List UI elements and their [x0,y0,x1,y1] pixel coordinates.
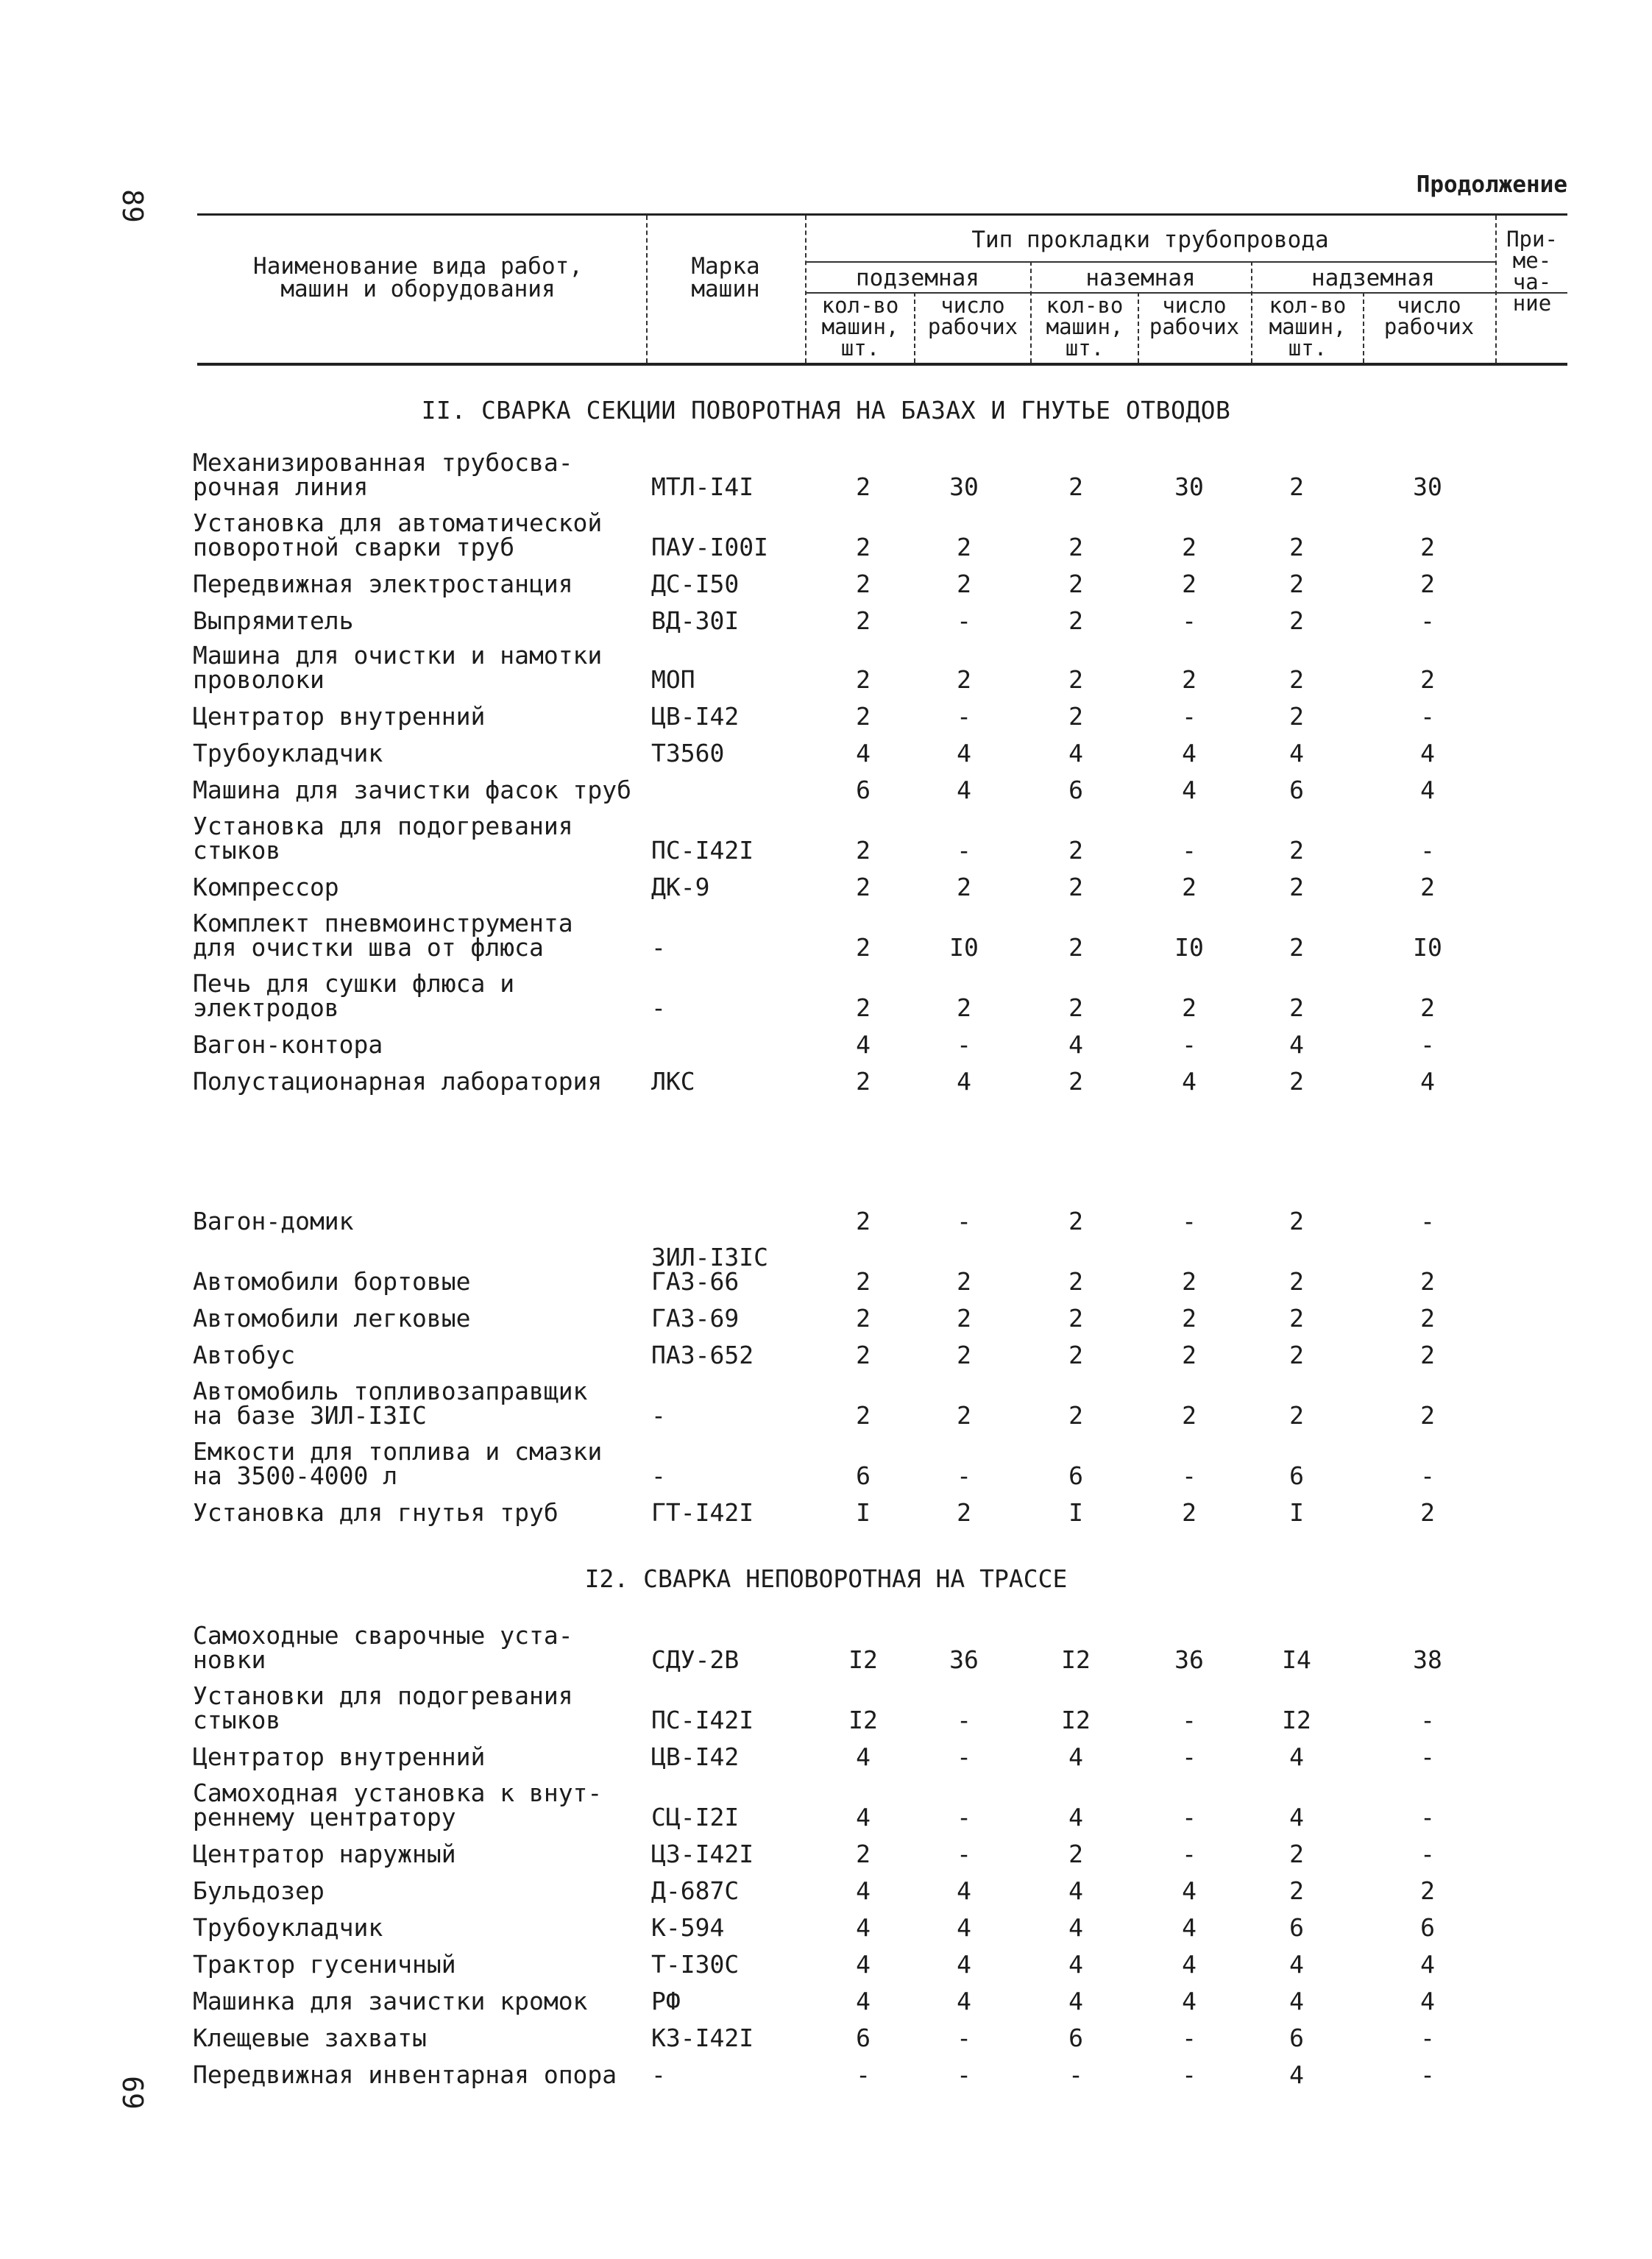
row-value: I0 [1413,933,1442,962]
row-mark: - [651,1401,666,1430]
row-value: 4 [1182,1876,1197,1905]
row-value: 2 [1289,836,1304,865]
row-value: - [1420,1207,1435,1235]
row-value: 4 [957,1950,971,1979]
row-value: 2 [1289,472,1304,501]
row-name: Самоходная установка к внут- реннему центратору [193,1779,603,1831]
row-name: Трактор гусеничный [193,1950,456,1979]
row-mark: ДК-9 [651,873,710,901]
header-sub-workers: число рабочих [1149,293,1240,339]
row-name: Автобус [193,1341,296,1369]
header-group-title: Тип прокладки трубопровода [971,227,1329,253]
row-name: Полустационарная лаборатория [193,1067,603,1096]
row-name: Трубоукладчик [193,1913,383,1942]
row-name: Автомобили легковые [193,1304,471,1333]
row-value: 6 [1289,2024,1304,2052]
row-value: 2 [1289,1267,1304,1296]
row-name: Центратор наружный [193,1840,456,1868]
row-value: 2 [1289,1207,1304,1235]
row-name: Печь для сушки флюса и электродов [193,969,515,1022]
row-value: - [1420,2024,1435,2052]
row-name: Вагон-домик [193,1207,354,1235]
row-name: Автомобили бортовые [193,1267,471,1296]
row-value: 4 [856,1987,871,2015]
row-value: - [1420,1461,1435,1490]
row-value: 2 [856,1267,871,1296]
row-value: - [957,1742,971,1771]
row-mark: ЛКС [651,1067,695,1096]
row-value: 4 [1068,1913,1083,1942]
row-value: 6 [1289,776,1304,804]
row-value: 4 [856,1913,871,1942]
row-name: Комплект пневмоинструмента для очистки шва от флюса [193,909,573,962]
row-value: 4 [957,739,971,767]
row-value: 2 [1420,533,1435,561]
row-value: - [1182,2060,1197,2089]
header-col-note: При- ме- ча- ние [1506,227,1558,316]
row-value: 2 [1068,702,1083,731]
row-value: 2 [856,836,871,865]
row-value: 4 [957,776,971,804]
row-mark: Д-687С [651,1876,740,1905]
row-mark: ЦВ-I42 [651,1742,740,1771]
table-row [0,1480,1652,1525]
table-row [0,758,1652,802]
row-mark: ДС-I50 [651,570,740,598]
row-value: 2 [1289,570,1304,598]
row-name: Центратор внутренний [193,702,486,731]
row-value: - [1182,1461,1197,1490]
row-value: - [1182,836,1197,865]
table-row [0,1621,1652,1674]
row-value: I2 [1061,1706,1091,1734]
row-value: - [1182,1803,1197,1831]
row-value: 2 [1289,665,1304,694]
row-value: 4 [856,739,871,767]
row-value: - [957,2024,971,2052]
row-value: 4 [1182,1913,1197,1942]
row-value: 30 [949,472,979,501]
row-value: 2 [957,873,971,901]
row-mark: - [651,933,666,962]
row-value: 4 [856,1030,871,1059]
row-value: - [1182,1207,1197,1235]
row-value: - [1182,606,1197,635]
row-value: - [1420,1706,1435,1734]
row-name: Емкости для топлива и смазки на 3500-4000 л [193,1437,603,1490]
row-value: 30 [1174,472,1204,501]
row-value: 2 [1068,836,1083,865]
row-value: 6 [1068,1461,1083,1490]
row-value: 4 [1068,1987,1083,2015]
row-value: - [957,1207,971,1235]
header-type-underground: подземная [856,265,979,291]
row-value: 2 [957,1341,971,1369]
table-row [0,589,1652,633]
table-row [0,2043,1652,2087]
row-value: 2 [856,606,871,635]
row-value: 2 [1289,873,1304,901]
row-mark: ПАУ-I00I [651,533,768,561]
row-value: 2 [856,702,871,731]
row-name: Машина для зачистки фасок труб [193,776,632,804]
row-value: - [1420,836,1435,865]
row-value: 4 [1289,1987,1304,2015]
row-value: 2 [1068,1840,1083,1868]
row-value: 4 [1289,739,1304,767]
row-name: Компрессор [193,873,339,901]
row-value: 30 [1413,472,1442,501]
header-sub-workers: число рабочих [1383,293,1475,339]
row-mark: ЦВ-I42 [651,702,740,731]
row-value: 2 [1182,533,1197,561]
row-value: - [957,1803,971,1831]
row-name: Установки для подогревания стыков [193,1681,573,1734]
section-title: I2. СВАРКА НЕПОВОРОТНАЯ НА ТРАССЕ [584,1564,1068,1593]
header-type-ground: наземная [1085,265,1196,291]
row-value: 2 [856,1401,871,1430]
row-mark: ПС-I42I [651,836,754,865]
row-value: I [1068,1498,1083,1527]
row-value: - [1420,606,1435,635]
row-value: 36 [1174,1645,1204,1674]
row-name: Машинка для зачистки кромок [193,1987,588,2015]
row-mark: МОП [651,665,695,694]
row-name: Самоходные сварочные уста- новки [193,1621,573,1674]
row-mark: СДУ-2В [651,1645,740,1674]
row-value: 4 [1420,1950,1435,1979]
row-value: 2 [1068,1401,1083,1430]
row-value: 2 [1068,1067,1083,1096]
row-value: 2 [1068,1304,1083,1333]
row-mark: ГТ-I42I [651,1498,754,1527]
row-value: 2 [856,1304,871,1333]
header-type-above: надземная [1311,265,1435,291]
row-value: I2 [1282,1706,1311,1734]
row-value: - [1182,2024,1197,2052]
row-value: 2 [1420,1267,1435,1296]
row-value: 6 [856,2024,871,2052]
row-name: Установка для подогревания стыков [193,812,573,865]
row-value: 2 [1182,1341,1197,1369]
row-value: 2 [1289,702,1304,731]
row-name: Механизированная трубосва- рочная линия [193,448,573,501]
row-mark: ПАЗ-652 [651,1341,754,1369]
row-name: Передвижная инвентарная опора [193,2060,617,2089]
row-value: 2 [1182,1498,1197,1527]
row-value: - [1182,1742,1197,1771]
row-value: - [957,1461,971,1490]
row-value: - [1182,1840,1197,1868]
row-value: 2 [957,1498,971,1527]
row-value: - [1182,1030,1197,1059]
table-row [0,1323,1652,1367]
row-value: 4 [1420,739,1435,767]
row-value: 38 [1413,1645,1442,1674]
row-value: 4 [1420,1067,1435,1096]
row-value: 2 [957,665,971,694]
row-value: 4 [957,1913,971,1942]
row-value: I0 [949,933,979,962]
row-value: 2 [856,533,871,561]
row-value: 2 [957,1401,971,1430]
row-value: 2 [957,533,971,561]
row-value: 2 [1068,993,1083,1022]
row-value: 2 [1420,1876,1435,1905]
row-value: 2 [856,570,871,598]
row-value: 4 [1068,1876,1083,1905]
row-value: 4 [1182,739,1197,767]
row-value: 2 [1068,1267,1083,1296]
row-value: 2 [1420,570,1435,598]
row-mark: - [651,2060,666,2089]
row-name: Центратор внутренний [193,1742,486,1771]
row-value: 4 [1068,739,1083,767]
row-value: - [1420,2060,1435,2089]
row-value: 4 [957,1067,971,1096]
row-value: 2 [856,1341,871,1369]
row-mark: МТЛ-I4I [651,472,754,501]
row-value: - [957,1030,971,1059]
row-value: 36 [949,1645,979,1674]
row-value: 2 [1068,665,1083,694]
row-value: 2 [1182,1267,1197,1296]
row-value: - [957,702,971,731]
table-row [0,1377,1652,1430]
row-value: 2 [856,1207,871,1235]
row-value: 2 [1182,1304,1197,1333]
row-value: - [1068,2060,1083,2089]
row-value: 2 [957,1304,971,1333]
row-value: 4 [1182,776,1197,804]
row-value: 2 [1068,1341,1083,1369]
row-mark: ГАЗ-69 [651,1304,740,1333]
row-value: 2 [1068,606,1083,635]
row-name: Автомобиль топливозаправщик на базе ЗИЛ-I3IС [193,1377,588,1430]
row-value: I4 [1282,1645,1311,1674]
row-value: 2 [1289,993,1304,1022]
row-value: 2 [1289,1840,1304,1868]
row-value: - [957,606,971,635]
row-value: 2 [1289,1304,1304,1333]
row-value: 2 [1068,533,1083,561]
row-value: - [1420,1803,1435,1831]
row-name: Установка для автоматической поворотной сварки труб [193,508,603,561]
row-value: 2 [1182,993,1197,1022]
row-name: Передвижная электростанция [193,570,573,598]
row-value: - [1182,1706,1197,1734]
row-value: 2 [856,993,871,1022]
row-mark: ПС-I42I [651,1706,754,1734]
row-value: 2 [1289,1876,1304,1905]
row-value: I2 [848,1645,878,1674]
row-value: 4 [957,1987,971,2015]
header-sub-count: кол-во машин, шт. [1269,293,1347,361]
row-value: 2 [1182,570,1197,598]
row-mark: КЗ-I42I [651,2024,754,2052]
row-value: 2 [856,873,871,901]
row-mark: Т3560 [651,739,725,767]
row-value: 2 [1068,933,1083,962]
table-header [197,213,1567,366]
row-value: - [957,1840,971,1868]
row-value: I [1289,1498,1304,1527]
row-value: 6 [1420,1913,1435,1942]
row-value: - [856,2060,871,2089]
row-value: 2 [1289,933,1304,962]
row-value: 2 [856,472,871,501]
header-sub-workers: число рабочих [927,293,1018,339]
row-value: 2 [1420,1341,1435,1369]
row-value: - [1420,1840,1435,1868]
row-value: 2 [1289,1067,1304,1096]
row-value: 4 [1068,1742,1083,1771]
row-mark: Т-I30С [651,1950,740,1979]
row-value: 2 [856,1840,871,1868]
row-mark: ВД-30I [651,606,740,635]
row-value: I [856,1498,871,1527]
row-value: 2 [856,933,871,962]
table-row [0,1189,1652,1233]
row-value: 2 [1068,570,1083,598]
row-value: 4 [856,1876,871,1905]
row-value: 2 [1420,873,1435,901]
row-value: 4 [1289,1950,1304,1979]
row-value: 2 [957,1267,971,1296]
row-value: 4 [1182,1950,1197,1979]
row-value: 4 [856,1950,871,1979]
row-value: 2 [957,993,971,1022]
section-title: II. СВАРКА СЕКЦИИ ПОВОРОТНАЯ НА БАЗАХ И ГНУТЬЕ ОТВОДОВ [421,396,1231,425]
row-value: 6 [1289,1461,1304,1490]
row-name: Трубоукладчик [193,739,383,767]
header-sub-count: кол-во машин, шт. [1046,293,1124,361]
row-value: - [1420,1742,1435,1771]
row-mark: СЦ-I2I [651,1803,740,1831]
row-value: - [957,836,971,865]
table-row [0,855,1652,899]
row-value: 2 [1068,873,1083,901]
row-value: 2 [1182,665,1197,694]
row-name: Клещевые захваты [193,2024,427,2052]
page-number-bottom: 69 [116,2076,149,2110]
row-value: 2 [1068,472,1083,501]
row-value: I2 [1061,1645,1091,1674]
row-mark: К-594 [651,1913,725,1942]
row-name: Выпрямитель [193,606,354,635]
row-value: 2 [856,1067,871,1096]
row-name: Бульдозер [193,1876,325,1905]
row-value: 2 [1068,1207,1083,1235]
table-row [0,1049,1652,1096]
row-value: - [1420,702,1435,731]
row-value: 2 [1289,606,1304,635]
row-value: 4 [1289,2060,1304,2089]
row-value: - [1182,702,1197,731]
row-value: 4 [1182,1067,1197,1096]
row-value: 4 [856,1742,871,1771]
row-value: - [1420,1030,1435,1059]
row-value: 4 [1068,1803,1083,1831]
row-value: 4 [957,1876,971,1905]
header-col-name: Наименование вида работ, машин и оборудования [253,253,583,302]
row-value: 2 [1420,1498,1435,1527]
table-row [0,909,1652,962]
row-value: I0 [1174,933,1204,962]
row-mark: - [651,993,666,1022]
row-value: 2 [856,665,871,694]
row-value: 2 [957,570,971,598]
header-col-mark: Марка машин [691,253,760,302]
row-value: - [957,1706,971,1734]
row-value: 2 [1289,1341,1304,1369]
row-value: 6 [856,776,871,804]
row-value: 2 [1420,1401,1435,1430]
row-name: Установка для гнутья труб [193,1498,559,1527]
row-mark: - [651,1461,666,1490]
table-row [0,1725,1652,1769]
row-value: - [957,2060,971,2089]
row-value: 2 [1420,665,1435,694]
row-value: 4 [1068,1950,1083,1979]
row-mark: РФ [651,1987,681,2015]
row-value: 4 [1289,1803,1304,1831]
row-value: 6 [1068,2024,1083,2052]
row-value: 4 [856,1803,871,1831]
row-value: 4 [1420,1987,1435,2015]
row-value: 4 [1289,1030,1304,1059]
row-name: Вагон-контора [193,1030,383,1059]
row-value: 2 [1289,1401,1304,1430]
continued-label: Продолжение [1416,171,1567,198]
row-name: Машина для очистки и намотки проволоки [193,641,603,694]
row-value: 2 [1420,1304,1435,1333]
page-number-top: 89 [116,189,149,223]
row-mark: ЦЗ-I42I [651,1840,754,1868]
row-value: 2 [1420,993,1435,1022]
row-value: 6 [1068,776,1083,804]
row-value: 4 [1182,1987,1197,2015]
row-mark: ЗИЛ-I3IС ГАЗ-66 [651,1243,768,1296]
row-value: 4 [1068,1030,1083,1059]
row-value: 6 [856,1461,871,1490]
row-value: 2 [1182,1401,1197,1430]
header-sub-count: кол-во машин, шт. [821,293,899,361]
row-value: 2 [1289,533,1304,561]
table-row [0,448,1652,501]
row-value: 6 [1289,1913,1304,1942]
row-value: 4 [1420,776,1435,804]
row-value: 2 [1182,873,1197,901]
row-value: I2 [848,1706,878,1734]
row-value: 4 [1289,1742,1304,1771]
